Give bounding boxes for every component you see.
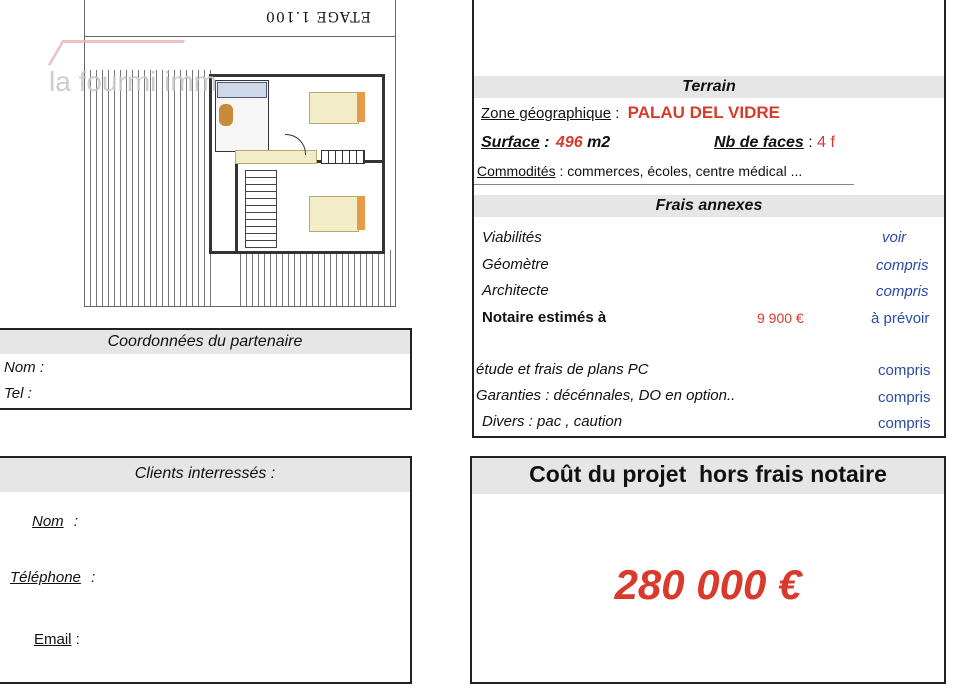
frais-row-label: Divers : pac , caution [482,413,623,430]
plan-title: ETAGE 1.100 [265,8,371,24]
plan-bed-bottom [309,196,359,232]
clients-tel-sep: : [86,569,96,586]
frais-row-status: voir [882,229,907,246]
plan-hatch-bottom [235,250,395,306]
clients-tel-row [10,569,95,586]
plan-bed-bottom-head [357,196,365,230]
surface-row [481,134,610,152]
surface-label: Surface [481,134,540,151]
zone-label: Zone géographique [481,105,612,122]
frais-row-status: compris [878,389,931,406]
clients-nom-sep: : [69,513,79,530]
faces-label: Nb de faces [714,134,804,151]
plan-bathtub [217,82,267,98]
commodites-label: Commodités [477,163,556,179]
frais-row-status: compris [876,283,929,300]
frais-header: Frais annexes [655,197,763,214]
plan-hatch-left [85,70,213,306]
clients-email-row [34,631,80,648]
frais-row-label: étude et frais de plans PC [476,361,649,378]
watermark-brand: la fourmi imm [49,66,218,97]
clients-email-sep: : [71,631,80,648]
faces-value: 4 f [817,134,835,151]
clients-nom-label: Nom [32,513,64,530]
surface-sep: : [539,134,554,151]
terrain-header: Terrain [682,78,736,95]
faces-sep: : [803,134,818,151]
cout-header: Coût du projet hors frais notaire [529,461,887,487]
frais-row-label: Géomètre [482,256,549,273]
clients-nom-row [32,513,78,530]
frais-row-status: compris [878,415,931,432]
partenaire-nom-label: Nom : [4,359,45,376]
plan-toilet [219,104,233,126]
floor-plan [49,0,396,307]
commodites-value: : commerces, écoles, centre médical ... [555,163,803,179]
faces-row [714,134,835,152]
plan-bed-top-head [357,92,365,122]
commodites-rule [474,184,854,185]
partenaire-header: Coordonnées du partenaire [107,333,303,350]
frais-row-label: Architecte [482,282,549,299]
surface-value: 496 [555,134,583,151]
zone-sep: : [611,105,624,122]
surface-unit: m2 [587,134,611,151]
frais-row-status: à prévoir [871,310,930,327]
frais-row-label: Garanties : décénnales, DO en option.. [476,387,736,404]
cout-value: 280 000 € [614,561,802,608]
plan-bed-top [309,92,359,124]
frais-row-status: compris [876,257,929,274]
plan-wardrobe [321,150,365,164]
watermark-roof-icon [48,40,185,65]
clients-header: Clients interressés : [134,465,276,482]
frais-row-amount: 9 900 € [757,310,804,326]
photo-frame [472,0,946,74]
clients-tel-label: Téléphone [10,569,81,586]
plan-stairs [245,170,277,248]
zone-row [481,103,780,123]
plan-title-rule [85,36,395,37]
partenaire-tel-label: Tel : [4,385,32,402]
zone-value: PALAU DEL VIDRE [627,103,781,122]
clients-email-label: Email [34,631,72,648]
frais-row-status: compris [878,362,931,379]
frais-row-label: Notaire estimés à [482,309,607,326]
commodites-row [477,163,802,179]
frais-row-label: Viabilités [482,229,542,246]
